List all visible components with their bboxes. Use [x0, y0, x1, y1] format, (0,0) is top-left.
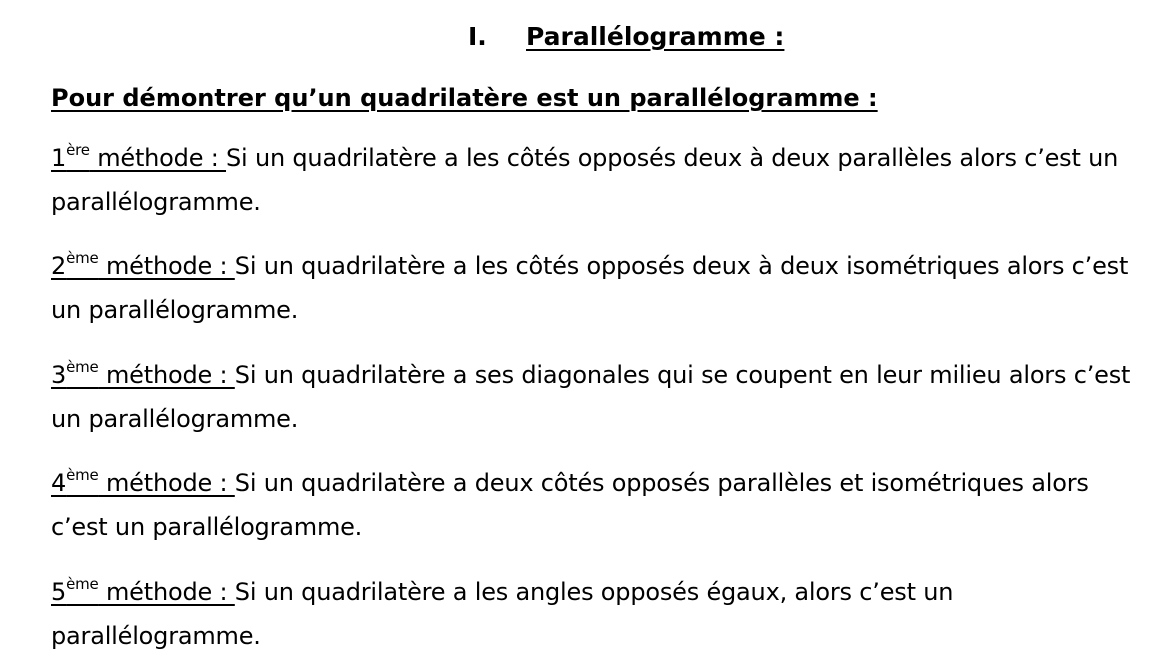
- subsection-title: Pour démontrer qu’un quadrilatère est un parallélogramme :: [51, 84, 878, 112]
- method-3-suffix: ème: [66, 358, 99, 376]
- section-number: I.: [468, 22, 487, 51]
- method-4-label: [51, 466, 235, 497]
- method-2-label: [51, 249, 235, 280]
- method-4-label-text: méthode :: [98, 469, 235, 497]
- method-3-label: [51, 358, 235, 389]
- method-2-label-text: méthode :: [98, 252, 235, 280]
- method-5-label: [51, 575, 235, 606]
- method-3-text: Si un quadrilatère a ses diagonales qui se coupent en leur milieu alors c’est un parallélogramme.: [51, 361, 1131, 433]
- method-4-text: Si un quadrilatère a deux côtés opposés parallèles et isométriques alors c’est un parallélogramme.: [51, 469, 1089, 541]
- method-1-label-text: méthode :: [89, 144, 227, 172]
- method-5: [51, 570, 1131, 658]
- method-3: [51, 353, 1131, 441]
- method-1-ordinal: 1: [51, 144, 67, 172]
- method-4-suffix: ème: [66, 466, 99, 484]
- section-title: Parallélogramme :: [526, 22, 785, 51]
- section-heading: [468, 18, 784, 56]
- method-3-ordinal: 3: [51, 361, 67, 389]
- method-1-suffix: ère: [66, 141, 90, 159]
- method-1: [51, 136, 1131, 224]
- method-4-ordinal: 4: [51, 469, 67, 497]
- method-1-text: Si un quadrilatère a les côtés opposés deux à deux parallèles alors c’est un parallélogramme.: [51, 144, 1119, 216]
- method-2-suffix: ème: [66, 249, 99, 267]
- method-2-ordinal: 2: [51, 252, 67, 280]
- method-5-text: Si un quadrilatère a les angles opposés égaux, alors c’est un parallélogramme.: [51, 578, 954, 650]
- method-1-label: [51, 141, 227, 172]
- method-5-suffix: ème: [66, 575, 99, 593]
- method-4: [51, 461, 1131, 549]
- method-5-label-text: méthode :: [98, 578, 235, 606]
- method-5-ordinal: 5: [51, 578, 67, 606]
- method-2: [51, 244, 1131, 332]
- method-2-text: Si un quadrilatère a les côtés opposés deux à deux isométriques alors c’est un parallélogramme.: [51, 252, 1129, 324]
- method-3-label-text: méthode :: [98, 361, 235, 389]
